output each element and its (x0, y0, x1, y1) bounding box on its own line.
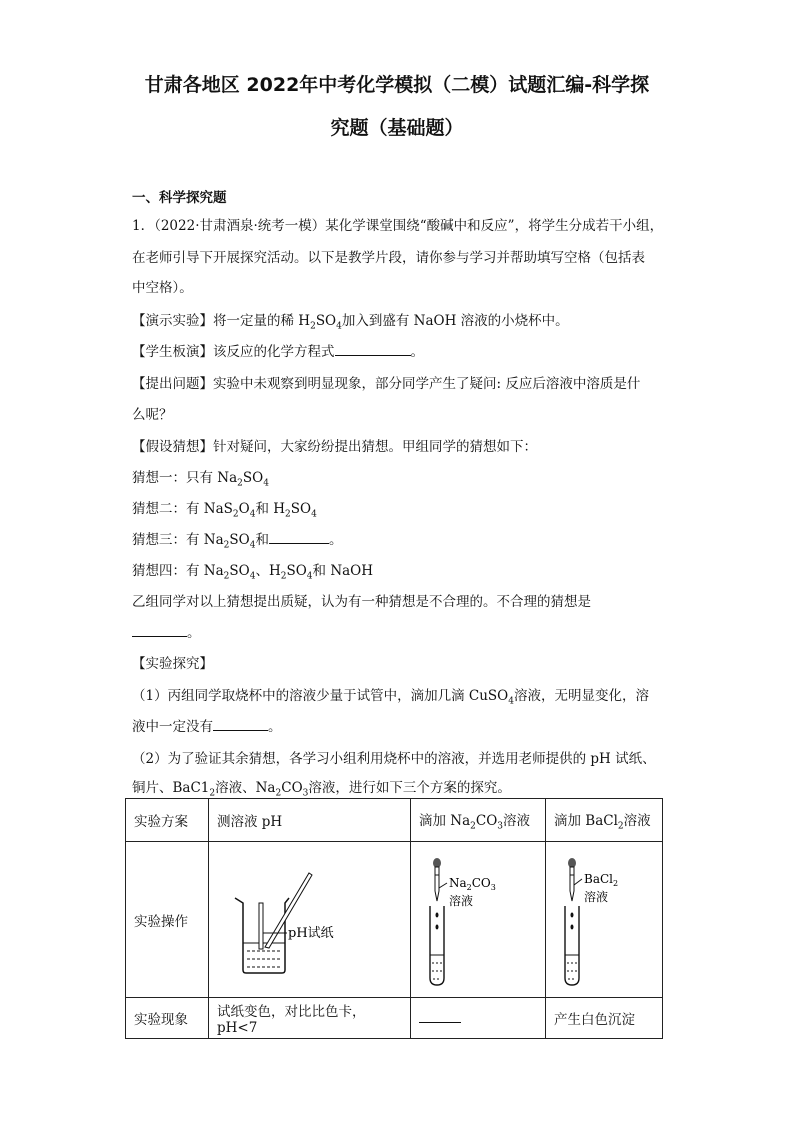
na2co3-figure (411, 842, 546, 998)
experiment-table (125, 798, 663, 1039)
guess-4: 猜想四：有 $Na_2SO_4$、$H_2SO_4$和 NaOH (132, 563, 374, 582)
answer-blank[interactable] (419, 1010, 461, 1023)
section-heading: 一、科学探究题 (132, 190, 227, 206)
ph-test-figure (209, 842, 411, 998)
part1-line2: 液中一定没有 。 (132, 719, 282, 735)
answer-blank[interactable] (213, 718, 268, 731)
question-line: 在老师引导下开展探究活动。以下是教学片段，请你参与学习并帮助填写空格（包括表 (132, 250, 645, 266)
page-title-line2: 究题（基础题） (330, 117, 464, 139)
guess-3: 猜想三：有 $Na_2SO_4$和 。 (132, 532, 343, 551)
na2co3-label-line2: 溶液 (449, 893, 474, 908)
row-label-operation: 实验操作 (126, 842, 209, 998)
question-line: 1．（2022·甘肃酒泉·统考一模）某化学课堂围绕“酸碱中和反应”，将学生分成若干小组， (132, 218, 664, 234)
header-plan: 实验方案 (126, 799, 209, 842)
part2-line: （2）为了验证其余猜想，各学习小组利用烧杯中的溶液，并选用老师提供的 pH 试纸、 (132, 751, 656, 767)
observation-na2co3 (411, 998, 546, 1039)
guess-1: 猜想一：只有 $Na_2SO_4$ (132, 470, 269, 489)
bacl2-figure (546, 842, 663, 998)
header-ph: 测溶液 pH (209, 799, 411, 842)
observation-ph: 试纸变色，对比比色卡，pH<7 (209, 998, 411, 1039)
part1-line: （1）丙组同学取烧杯中的溶液少量于试管中，滴加几滴 CuSO$_4$溶液，无明显变化，溶 (132, 688, 649, 707)
hypothesis-line: 【假设猜想】针对疑问，大家纷纷提出猜想。甲组同学的猜想如下： (132, 439, 537, 455)
ph-strip-label: pH试纸 (288, 925, 334, 941)
page-title-line1: 甘肃各地区 2022年中考化学模拟（二模）试题汇编-科学探 (144, 74, 650, 96)
header-na2co3: 滴加 $Na_2CO_3$溶液 (411, 799, 546, 842)
doubt-line: 乙组同学对以上猜想提出质疑，认为有一种猜想是不合理的。不合理的猜想是 (132, 594, 591, 610)
bacl2-label: BaCl$_2$ (584, 871, 619, 888)
row-label-observation: 实验现象 (126, 998, 209, 1039)
guess-2: 猜想二：有 $NaS_2O_4$和 $H_2SO_4$ (132, 501, 317, 520)
explore-heading: 【实验探究】 (132, 656, 213, 672)
answer-blank[interactable] (335, 343, 411, 356)
part2-line2: 铜片、$BaC1_2$溶液、$Na_2CO_3$溶液，进行如下三个方案的探究。 (132, 780, 511, 799)
doubt-blank-line: 。 (132, 621, 672, 641)
observation-bacl2: 产生白色沉淀 (546, 998, 663, 1039)
na2co3-label: $Na_2CO_3$ (449, 875, 496, 892)
header-bacl2: 滴加 BaCl$_2$溶液 (546, 799, 663, 842)
question-line: 么呢？ (132, 407, 173, 423)
question-line: 中空格）。 (132, 280, 193, 296)
question-line: 【提出问题】实验中未观察到明显现象，部分同学产生了疑问: 反应后溶液中溶质是什 (132, 376, 641, 392)
demo-line: 【演示实验】将一定量的稀 $H_2SO_4$加入到盛有 NaOH 溶液的小烧杯中。 (132, 313, 569, 332)
answer-blank[interactable] (132, 624, 187, 637)
bacl2-label-line2: 溶液 (584, 889, 609, 904)
board-line: 【学生板演】该反应的化学方程式 。 (132, 344, 424, 360)
answer-blank[interactable] (269, 531, 329, 544)
